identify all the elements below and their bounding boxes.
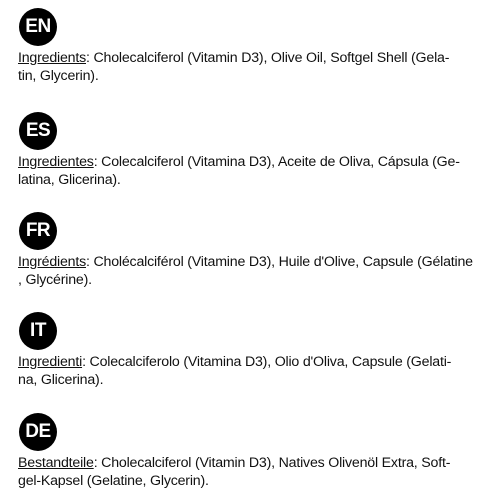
ingredients-line1-fr: : Cholécalciférol (Vitamine D3), Huile d'Olive, Capsule (Gélatine <box>86 254 473 270</box>
ingredients-line1-en: : Cholecalciferol (Vitamin D3), Olive Oil, Softgel Shell (Gela- <box>86 50 450 66</box>
ingredients-text-it <box>18 353 486 389</box>
ingredients-text-de <box>18 454 486 490</box>
ingredients-text-fr <box>18 253 486 289</box>
ingredients-line2-it: na, Glicerina). <box>18 372 104 388</box>
ingredients-line2-fr: , Glycérine). <box>18 272 92 288</box>
ingredients-line2-es: latina, Glicerina). <box>18 172 121 188</box>
ingredients-section-fr <box>18 212 486 289</box>
ingredients-line2-de: gel-Kapsel (Gelatine, Glycerin). <box>18 473 209 489</box>
ingredients-section-en <box>18 8 486 85</box>
ingredients-text-en <box>18 49 486 85</box>
language-badge-fr: FR <box>19 212 57 250</box>
ingredients-label-en: Ingredients <box>18 50 86 66</box>
ingredients-label-es: Ingredientes <box>18 154 94 170</box>
ingredients-label-it: Ingredienti <box>18 354 83 370</box>
ingredients-label-fr: Ingrédients <box>18 254 86 270</box>
ingredients-line2-en: tin, Glycerin). <box>18 68 99 84</box>
ingredients-line1-de: : Cholecalciferol (Vitamin D3), Natives Olivenöl Extra, Soft- <box>93 455 451 471</box>
language-badge-es: ES <box>19 112 57 150</box>
ingredients-label-de: Bestandteile <box>18 455 94 471</box>
ingredients-section-it <box>18 312 486 389</box>
ingredients-line1-es: : Colecalciferol (Vitamina D3), Aceite de Oliva, Cápsula (Ge- <box>93 154 460 170</box>
language-badge-en: EN <box>19 8 57 46</box>
ingredients-section-de <box>18 413 486 490</box>
ingredients-line1-it: : Colecalciferolo (Vitamina D3), Olio d'Oliva, Capsule (Gelati- <box>82 354 452 370</box>
language-badge-it: IT <box>19 312 57 350</box>
language-badge-de: DE <box>19 413 57 451</box>
ingredients-text-es <box>18 153 486 189</box>
ingredients-section-es <box>18 112 486 189</box>
